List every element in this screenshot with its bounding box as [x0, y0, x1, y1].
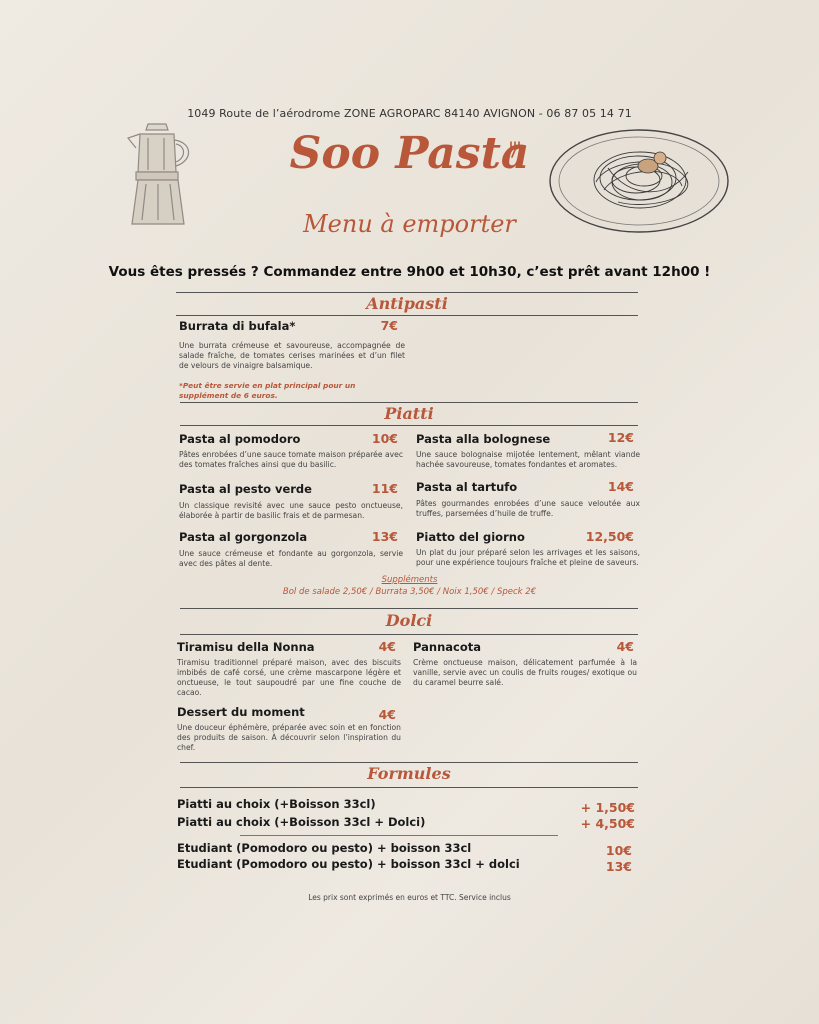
- item-name: Pasta al pomodoro: [179, 432, 301, 446]
- divider: [180, 425, 638, 426]
- item-name: Pasta al tartufo: [416, 480, 518, 494]
- formula-price: 13€: [605, 859, 632, 874]
- divider: [180, 402, 638, 403]
- section-title-formules: Formules: [367, 764, 451, 783]
- item-price: 12€: [607, 430, 634, 445]
- item-description: Une douceur éphémère, préparée avec soin et en fonction des produits de saison. À découvrir selon l’inspiration du chef.: [177, 723, 401, 752]
- item-note: *Peut être servie en plat principal pour un supplément de 6 euros.: [179, 381, 356, 400]
- item-price: 7€: [380, 318, 398, 333]
- item-price: 11€: [371, 481, 398, 496]
- formula-name: Piatti au choix (+Boisson 33cl + Dolci): [177, 815, 426, 829]
- item-price: 12,50€: [585, 529, 634, 544]
- formula-price: 10€: [605, 843, 632, 858]
- item-price: 4€: [378, 639, 396, 654]
- item-name: Burrata di bufala*: [179, 319, 296, 333]
- divider: [180, 762, 638, 763]
- formula-price: + 4,50€: [580, 816, 635, 831]
- order-tagline: Vous êtes pressés ? Commandez entre 9h00 et 10h30, c’est prêt avant 12h00 !: [108, 264, 711, 280]
- supplements-list: Bol de salade 2,50€ / Burrata 3,50€ / Noix 1,50€ / Speck 2€: [282, 587, 537, 597]
- item-name: Pannacota: [413, 640, 481, 654]
- divider: [180, 634, 638, 635]
- item-name: Pasta al pesto verde: [179, 482, 312, 496]
- item-name: Tiramisu della Nonna: [177, 640, 315, 654]
- formula-name: Etudiant (Pomodoro ou pesto) + boisson 33cl: [177, 841, 472, 855]
- item-description: Une sauce bolognaise mijotée lentement, mêlant viande hachée savoureuse, tomates fondantes et aromates.: [416, 450, 640, 469]
- item-price: 4€: [616, 639, 634, 654]
- formula-name: Piatti au choix (+Boisson 33cl): [177, 797, 376, 811]
- divider: [180, 787, 638, 788]
- item-description: Une burrata crémeuse et savoureuse, accompagnée de salade fraîche, de tomates cerises marinées et d’un filet de velours de vinaigre balsamique.: [179, 341, 405, 370]
- item-name: Dessert du moment: [177, 705, 305, 719]
- item-name: Pasta al gorgonzola: [179, 530, 308, 544]
- item-price: 14€: [607, 479, 634, 494]
- formula-price: + 1,50€: [580, 800, 635, 815]
- item-description: Un classique revisité avec une sauce pesto onctueuse, élaborée à partir de basilic frais et de parmesan.: [179, 501, 403, 520]
- divider: [176, 292, 638, 293]
- item-name: Piatto del giorno: [416, 530, 525, 544]
- item-price: 4€: [378, 707, 396, 722]
- item-price: 10€: [371, 431, 398, 446]
- divider: [240, 835, 558, 836]
- address-line: 1049 Route de l’aérodrome ZONE AGROPARC 84140 AVIGNON - 06 87 05 14 71: [187, 107, 632, 120]
- item-description: Tiramisu traditionnel préparé maison, avec des biscuits imbibés de café corsé, une crème mascarpone légère et onctueuse, le tout saupoudré par une fine couche de cacao.: [177, 658, 401, 697]
- restaurant-logo: Soo Pasta: [289, 128, 530, 179]
- item-description: Crème onctueuse maison, délicatement parfumée à la vanille, servie avec un coulis de fruits rouges/ exotique ou du caramel beurre salé.: [413, 658, 637, 687]
- item-description: Pâtes gourmandes enrobées d’une sauce veloutée aux truffes, parsemées d’huile de truffe.: [416, 499, 640, 518]
- item-price: 13€: [371, 529, 398, 544]
- formula-name: Etudiant (Pomodoro ou pesto) + boisson 33cl + dolci: [177, 857, 520, 871]
- section-title-dolci: Dolci: [385, 611, 433, 630]
- item-name: Pasta alla bolognese: [416, 432, 551, 446]
- item-description: Pâtes enrobées d’une sauce tomate maison préparée avec des tomates fraîches ainsi que du basilic.: [179, 450, 403, 469]
- divider: [180, 608, 638, 609]
- divider: [176, 315, 638, 316]
- item-description: Un plat du jour préparé selon les arrivages et les saisons, pour une expérience toujours fraîche et pleine de saveurs.: [416, 548, 640, 567]
- menu-subtitle: Menu à emporter: [303, 210, 516, 238]
- item-description: Une sauce crémeuse et fondante au gorgonzola, servie avec des pâtes al dente.: [179, 549, 403, 568]
- section-title-piatti: Piatti: [384, 404, 434, 423]
- section-title-antipasti: Antipasti: [366, 294, 448, 313]
- supplements-title: Suppléments: [381, 575, 438, 585]
- footer-note: Les prix sont exprimés en euros et TTC. Service inclus: [308, 893, 511, 902]
- fork-icon: [508, 140, 524, 158]
